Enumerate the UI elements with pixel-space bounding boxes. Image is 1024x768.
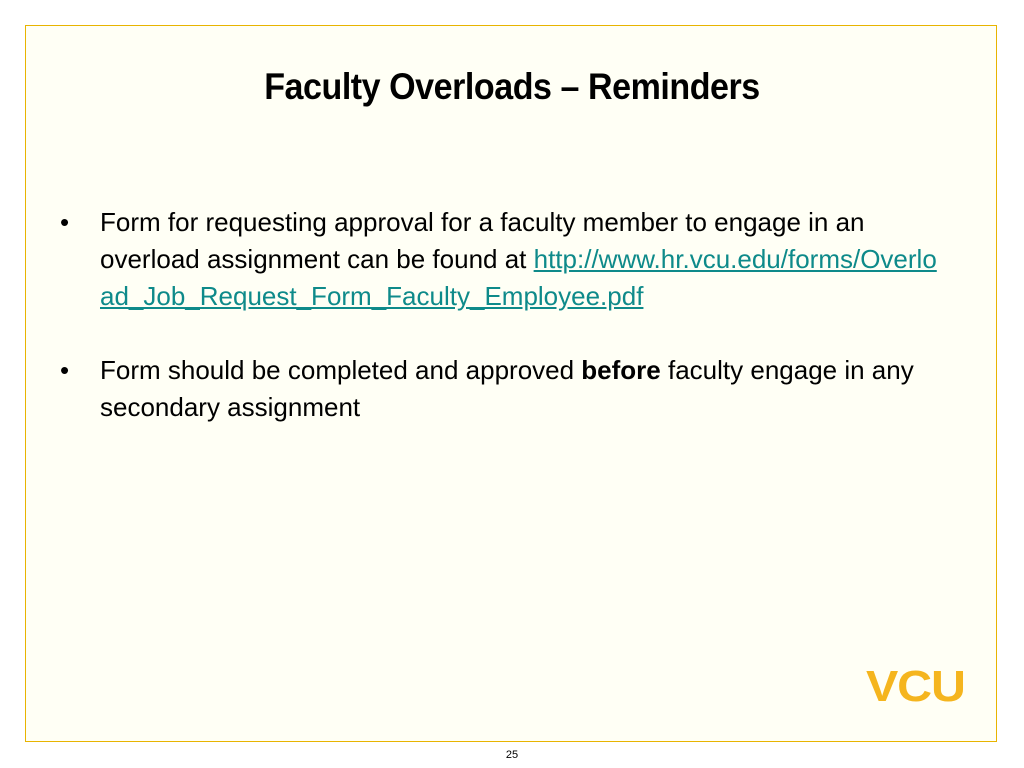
bullet-symbol: • (60, 355, 70, 385)
overload-form-link[interactable]: http://www.hr.vcu.edu/forms/Overload_Job_Request_Form_Faculty_Employee.pdf (100, 244, 937, 311)
bullet-item-completion (60, 352, 940, 426)
bullet-text-start: Form should be completed and approved (100, 355, 582, 385)
bullet-item-form-location (60, 204, 940, 315)
page-number: 25 (505, 749, 519, 761)
bullet-list (60, 204, 940, 463)
bullet-symbol: • (60, 207, 70, 237)
slide-title: Faculty Overloads – Reminders (264, 66, 760, 107)
bullet-text-bold: before (581, 355, 661, 385)
vcu-logo: VCU (866, 662, 965, 711)
bullet-text: Form for requesting approval for a faculty member to engage in an overload assignment can be found at (100, 207, 865, 274)
bullet-text-end: faculty engage in any secondary assignment (100, 355, 914, 422)
